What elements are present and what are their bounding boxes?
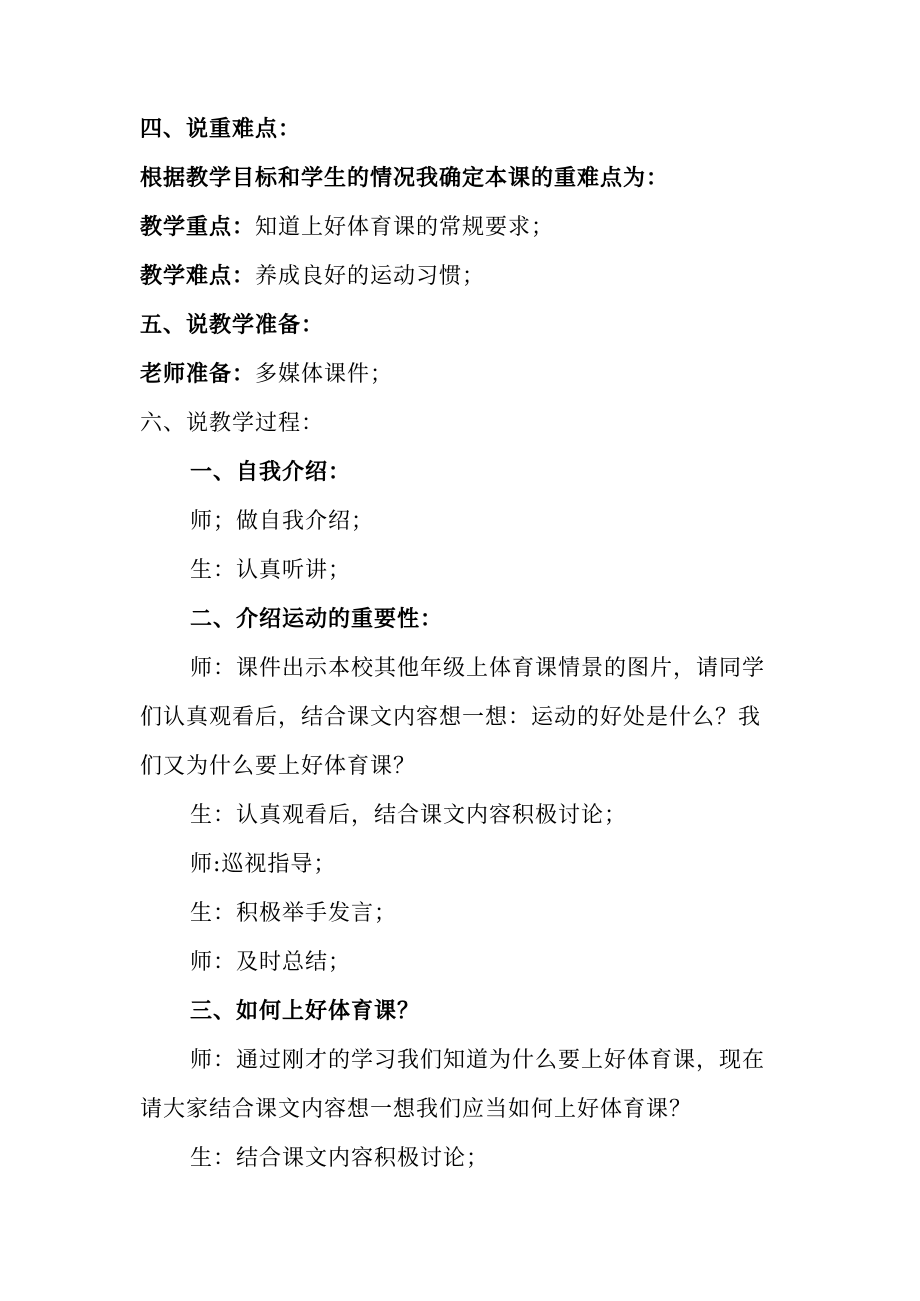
paragraph-line: 请大家结合课文内容想一想我们应当如何上好体育课？ (140, 1097, 693, 1122)
key-point-line (140, 213, 554, 243)
paragraph-line: 们认真观看后，结合课文内容想一想：运动的好处是什么？我 (140, 705, 762, 730)
paragraph-line: 生：积极举手发言； (190, 901, 398, 926)
section-heading-5: 五、说教学准备： (140, 313, 325, 338)
subheading-1: 一、自我介绍： (190, 460, 352, 485)
section-heading-4: 四、说重难点： (140, 117, 302, 142)
key-point-text: 知道上好体育课的常规要求； (255, 215, 555, 240)
paragraph-line: 们又为什么要上好体育课？ (140, 754, 417, 779)
subheading-3: 三、如何上好体育课？ (190, 999, 421, 1024)
paragraph-line: 师：课件出示本校其他年级上体育课情景的图片，请同学 (190, 656, 766, 681)
difficult-point-line (140, 262, 485, 292)
paragraph-line: 师；做自我介绍； (190, 509, 375, 534)
intro-line: 根据教学目标和学生的情况我确定本课的重难点为： (140, 166, 670, 191)
difficult-point-text: 养成良好的运动习惯； (255, 264, 486, 289)
paragraph-line: 生：认真观看后，结合课文内容积极讨论； (190, 803, 628, 828)
paragraph-line: 师：及时总结； (190, 950, 352, 975)
teacher-prep-text: 多媒体课件； (255, 362, 394, 387)
paragraph-line: 师:巡视指导； (190, 852, 337, 877)
paragraph-line: 生：结合课文内容积极讨论； (190, 1146, 490, 1171)
section-heading-6: 六、说教学过程： (140, 411, 325, 436)
paragraph-line: 生：认真听讲； (190, 558, 352, 583)
subheading-2: 二、介绍运动的重要性： (190, 607, 444, 632)
key-point-label: 教学重点： (140, 215, 256, 240)
difficult-point-label: 教学难点： (140, 264, 256, 289)
paragraph-line: 师：通过刚才的学习我们知道为什么要上好体育课，现在 (190, 1048, 766, 1073)
teacher-prep-line (140, 360, 393, 390)
teacher-prep-label: 老师准备： (140, 362, 256, 387)
